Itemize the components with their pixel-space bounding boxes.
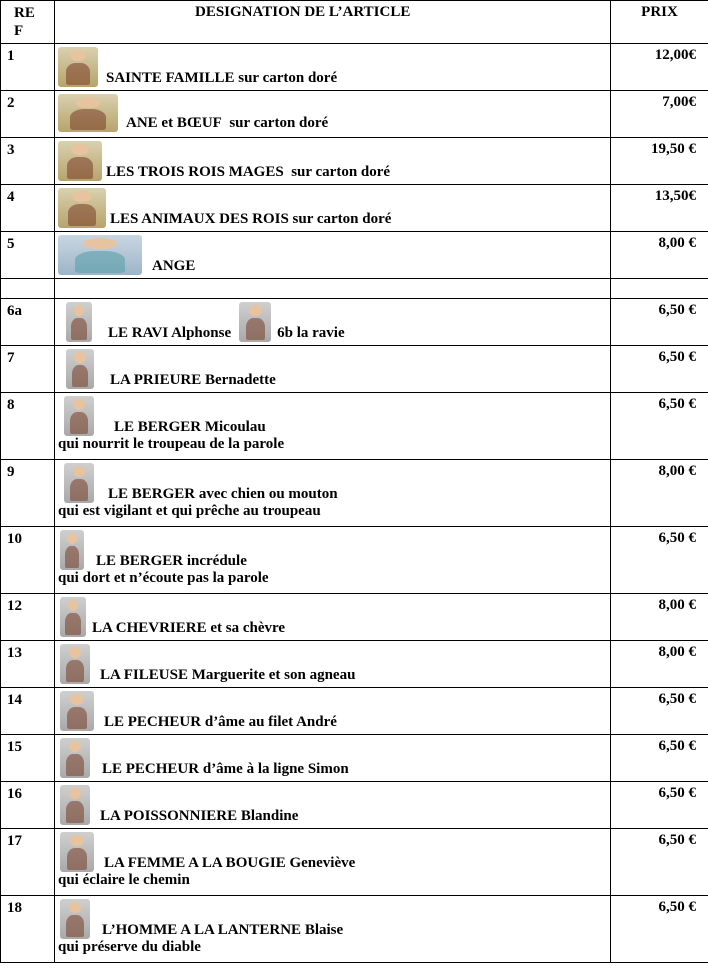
row-title: ANGE (152, 258, 196, 274)
product-image (58, 188, 106, 228)
row-price: 6,50 € (658, 396, 696, 412)
row-price: 6,50 € (658, 899, 696, 915)
product-image (60, 597, 86, 637)
row-second-title: 6b la ravie (277, 325, 345, 341)
row-title: LE PECHEUR d’âme à la ligne Simon (102, 761, 349, 777)
header-row (1, 1, 708, 44)
row-title: LA CHEVRIERE (92, 620, 207, 636)
row-ref: 16 (7, 786, 22, 802)
row-price: 6,50 € (658, 738, 696, 754)
row-subtitle: qui préserve du diable (58, 939, 201, 955)
product-image (64, 396, 94, 436)
row-price: 8,00 € (658, 235, 696, 251)
row-price: 8,00 € (658, 597, 696, 613)
table-row (1, 641, 708, 688)
table-row (1, 346, 708, 393)
row-price: 6,50 € (658, 785, 696, 801)
header-prix: PRIX (611, 1, 708, 44)
row-extra: sur carton doré (283, 164, 391, 180)
product-image (60, 832, 94, 872)
product-image (60, 738, 90, 778)
row-price: 12,00€ (654, 47, 696, 63)
row-title: LA POISSONNIERE Blandine (100, 808, 299, 824)
row-price: 13,50€ (654, 188, 696, 204)
table-row (1, 299, 708, 346)
product-image (60, 785, 90, 825)
row-ref: 2 (7, 95, 15, 111)
row-ref: 8 (7, 397, 15, 413)
row-ref: 7 (7, 350, 15, 366)
row-subtitle: qui dort et n’écoute pas la parole (58, 570, 269, 586)
table-row (1, 232, 708, 279)
row-title: L’HOMME A LA LANTERNE Blaise (102, 922, 344, 938)
row-price: 6,50 € (658, 530, 696, 546)
row-title: LE RAVI Alphonse (108, 325, 232, 341)
table-row (1, 735, 708, 782)
row-ref: 9 (7, 464, 15, 480)
row-ref: 5 (7, 236, 15, 252)
row-ref: 12 (7, 598, 22, 614)
table-row (1, 594, 708, 641)
row-ref: 1 (7, 48, 15, 64)
row-price: 7,00€ (662, 94, 696, 110)
row-price: 19,50 € (651, 141, 696, 157)
row-extra: sur carton doré (288, 211, 392, 227)
row-title: LA PRIEURE Bernadette (110, 372, 276, 388)
row-ref: 3 (7, 142, 15, 158)
row-ref: 18 (7, 900, 22, 916)
table-row (1, 527, 708, 594)
row-extra: et sa chèvre (206, 620, 286, 636)
row-price: 6,50 € (658, 691, 696, 707)
row-price: 8,00 € (658, 644, 696, 660)
row-ref: 4 (7, 189, 15, 205)
header-ref (1, 1, 55, 44)
table-row (1, 460, 708, 527)
row-title: ANE et BŒUF (126, 115, 222, 131)
product-image (60, 691, 94, 731)
table-row (1, 91, 708, 138)
table-row (1, 393, 708, 460)
product-image (58, 141, 102, 181)
header-ref-text: REF (14, 5, 35, 39)
row-title: LE BERGER Micoulau (114, 419, 266, 435)
table-row (1, 896, 708, 963)
row-title: SAINTE FAMILLE (106, 70, 235, 86)
row-ref: 17 (7, 833, 22, 849)
row-ref: 13 (7, 645, 22, 661)
row-extra: sur carton doré (221, 115, 329, 131)
row-ref: 10 (7, 531, 22, 547)
row-title: LE PECHEUR d’âme au filet André (104, 714, 337, 730)
product-image (58, 235, 142, 275)
table-row (1, 688, 708, 735)
product-image (60, 644, 90, 684)
table-row (1, 138, 708, 185)
row-price: 8,00 € (658, 463, 696, 479)
table-row (1, 829, 708, 896)
row-title: LA FEMME A LA BOUGIE Geneviève (104, 855, 356, 871)
product-image-6b (239, 302, 271, 342)
row-ref: 15 (7, 739, 22, 755)
row-ref: 14 (7, 692, 22, 708)
table-row (1, 782, 708, 829)
table-row (1, 44, 708, 91)
row-title: LA FILEUSE Marguerite et son agneau (100, 667, 356, 683)
row-title: LES ANIMAUX DES ROIS (110, 211, 289, 227)
empty-row (1, 279, 708, 299)
row-subtitle: qui est vigilant et qui prêche au troupeau (58, 503, 321, 519)
table-row (1, 185, 708, 232)
product-image (58, 94, 118, 132)
product-image (60, 899, 90, 939)
row-subtitle: qui nourrit le troupeau de la parole (58, 436, 285, 452)
row-subtitle: qui éclaire le chemin (58, 872, 190, 888)
header-designation: DESIGNATION DE L’ARTICLE (55, 1, 611, 44)
row-title: LE BERGER incrédule (96, 553, 247, 569)
product-image (66, 349, 94, 389)
product-image (66, 302, 92, 342)
product-image (60, 530, 84, 570)
row-ref: 6a (7, 303, 22, 319)
row-price: 6,50 € (658, 832, 696, 848)
row-extra: sur carton doré (234, 70, 338, 86)
row-title: LES TROIS ROIS MAGES (106, 164, 284, 180)
product-image (58, 47, 98, 87)
row-price: 6,50 € (658, 302, 696, 318)
row-price: 6,50 € (658, 349, 696, 365)
product-image (64, 463, 94, 503)
row-title: LE BERGER avec chien ou mouton (108, 486, 338, 502)
